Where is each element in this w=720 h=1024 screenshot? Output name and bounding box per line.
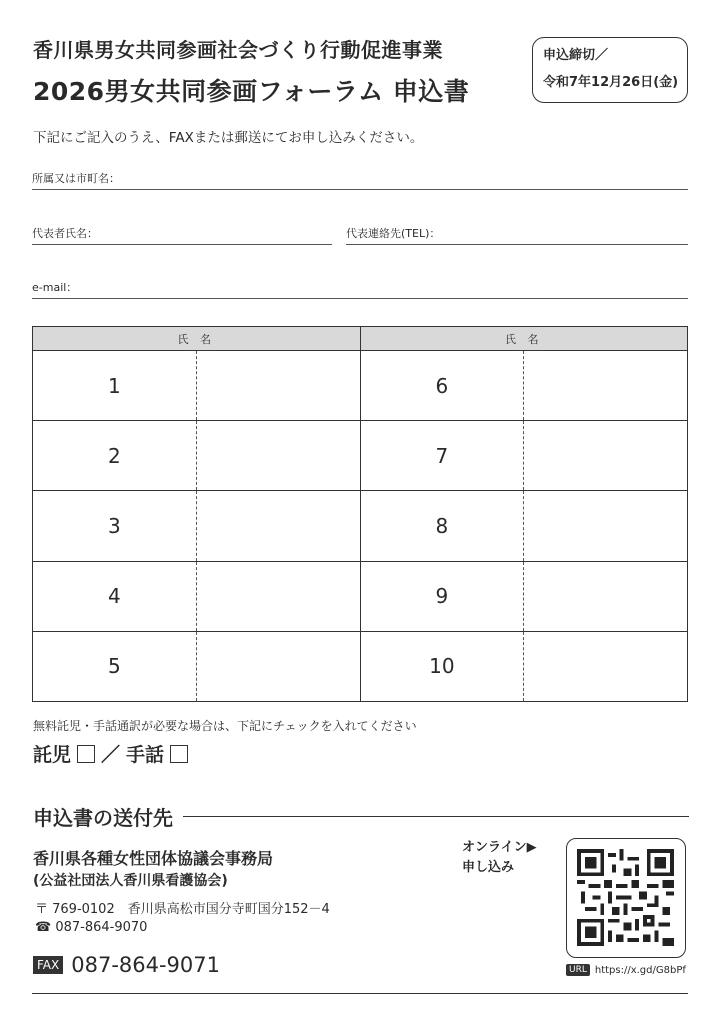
- organization-sub: (公益社団法人香川県看護協会): [33, 873, 228, 889]
- destination-heading: [33, 802, 689, 831]
- name-cell[interactable]: [524, 491, 688, 561]
- row-number: 10: [360, 631, 524, 701]
- page-title: 2026男女共同参画フォーラム 申込書: [33, 77, 470, 106]
- table-row: [33, 491, 688, 561]
- address: 〒 769-0102 香川県高松市国分寺町国分152－4: [35, 902, 330, 917]
- qr-code-icon: [577, 849, 674, 946]
- support-checks: [33, 740, 188, 767]
- online-url[interactable]: [566, 964, 686, 976]
- phone-number: ☎ 087-864-9070: [35, 920, 148, 935]
- url-text: https://x.gd/G8bPf: [594, 964, 686, 976]
- deadline-box: [532, 37, 688, 103]
- email-label: e-mail：: [32, 281, 78, 294]
- qr-code[interactable]: [566, 838, 686, 958]
- table-row: [33, 421, 688, 491]
- header-subtitle: 香川県男女共同参画社会づくり行動促進事業: [33, 38, 443, 62]
- name-cell[interactable]: [196, 421, 360, 491]
- online-label-2: 申し込み: [462, 860, 515, 875]
- table-row: [33, 351, 688, 421]
- destination-heading-text: 申込書の送付先: [33, 806, 173, 830]
- childcare-checkbox[interactable]: [77, 745, 95, 763]
- table-row: [33, 561, 688, 631]
- names-table: [32, 326, 688, 702]
- online-label: オンライン▶: [462, 840, 537, 855]
- row-number: 3: [33, 491, 197, 561]
- divider: [183, 816, 689, 817]
- contact-field[interactable]: [346, 225, 688, 245]
- name-header-left: 氏 名: [33, 327, 361, 351]
- name-cell[interactable]: [524, 631, 688, 701]
- bottom-divider: [32, 993, 688, 994]
- sign-language-label: 手話: [126, 744, 165, 766]
- representative-label: 代表者氏名：: [32, 227, 98, 240]
- support-note: 無料託児・手話通訳が必要な場合は、下記にチェックを入れてください: [33, 719, 417, 733]
- online-application: [462, 838, 537, 878]
- fax-badge: FAX: [33, 956, 63, 974]
- table-header-row: [33, 327, 688, 351]
- row-number: 6: [360, 351, 524, 421]
- organization-name: 香川県各種女性団体協議会事務局: [33, 849, 274, 868]
- childcare-label: 託児: [33, 744, 72, 766]
- name-cell[interactable]: [196, 351, 360, 421]
- row-number: 1: [33, 351, 197, 421]
- representative-field[interactable]: [32, 225, 332, 245]
- fax-line: [33, 953, 220, 977]
- row-number: 8: [360, 491, 524, 561]
- name-header-right: 氏 名: [360, 327, 688, 351]
- name-cell[interactable]: [524, 421, 688, 491]
- name-cell[interactable]: [196, 631, 360, 701]
- row-number: 9: [360, 561, 524, 631]
- name-cell[interactable]: [524, 351, 688, 421]
- table-row: [33, 631, 688, 701]
- name-cell[interactable]: [196, 561, 360, 631]
- row-number: 5: [33, 631, 197, 701]
- row-number: 7: [360, 421, 524, 491]
- name-cell[interactable]: [524, 561, 688, 631]
- affiliation-label: 所属又は市町名：: [32, 172, 120, 185]
- fax-number: 087-864-9071: [71, 953, 220, 977]
- email-field[interactable]: [32, 279, 688, 299]
- url-badge: URL: [566, 964, 590, 976]
- affiliation-field[interactable]: [32, 170, 688, 190]
- row-number: 4: [33, 561, 197, 631]
- check-separator: ／: [101, 744, 121, 766]
- instruction-text: 下記にご記入のうえ、FAXまたは郵送にてお申し込みください。: [33, 130, 424, 146]
- row-number: 2: [33, 421, 197, 491]
- deadline-label: 申込締切／: [543, 48, 609, 63]
- name-cell[interactable]: [196, 491, 360, 561]
- contact-label: 代表連絡先(TEL)：: [346, 227, 441, 240]
- sign-language-checkbox[interactable]: [170, 745, 188, 763]
- deadline-date: 令和7年12月26日(金): [543, 75, 679, 90]
